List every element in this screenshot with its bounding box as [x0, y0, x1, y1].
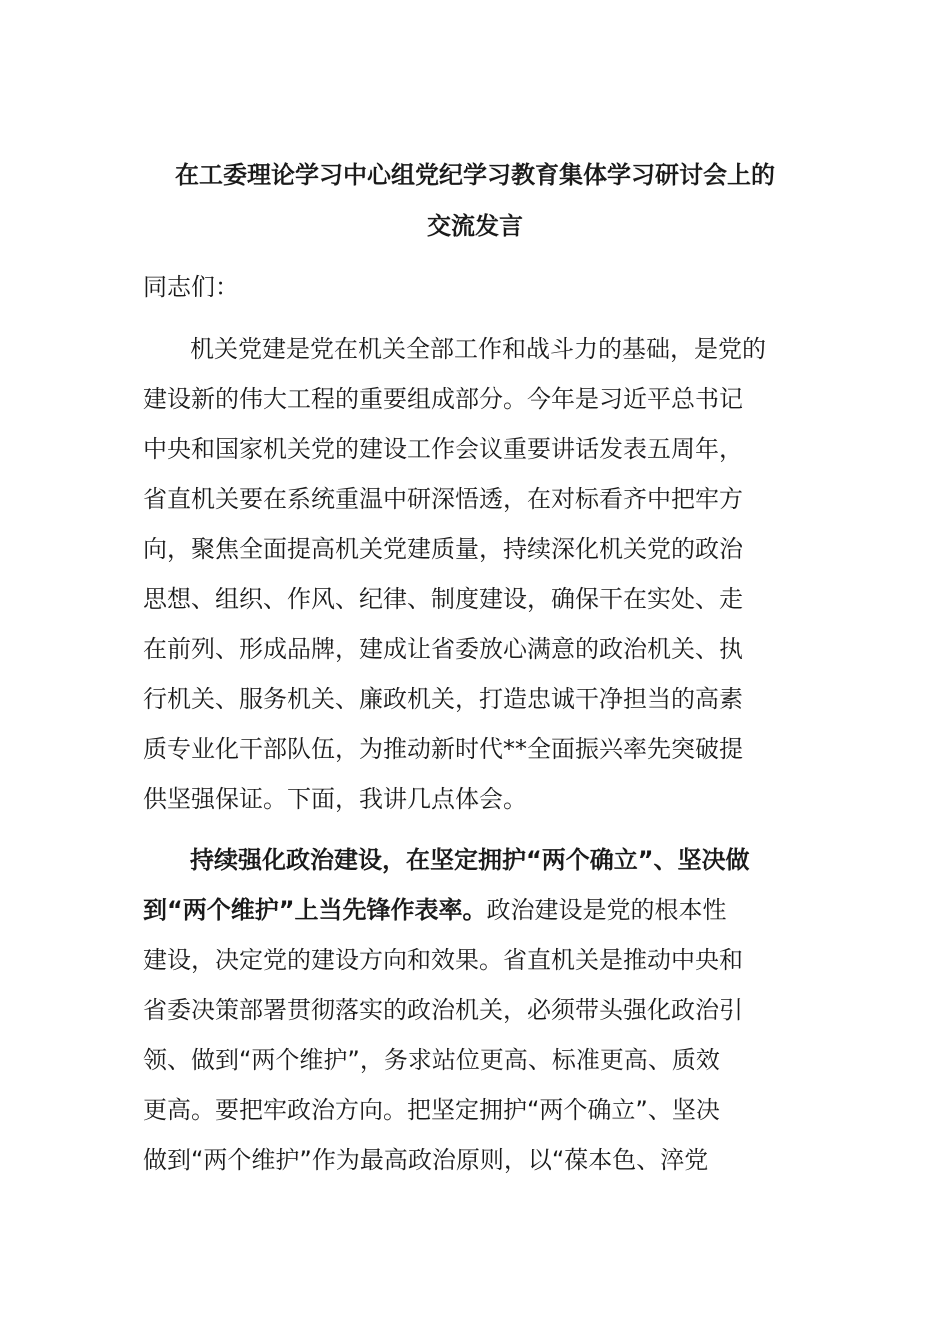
paragraph-1-line: 向，聚焦全面提高机关党建质量，持续深化机关党的政治 — [143, 535, 743, 563]
paragraph-1-line: 质专业化干部队伍，为推动新时代**全面振兴率先突破提 — [143, 735, 743, 763]
paragraph-1-line: 中央和国家机关党的建设工作会议重要讲话发表五周年， — [143, 435, 743, 463]
paragraph-1-line: 建设新的伟大工程的重要组成部分。今年是习近平总书记 — [143, 385, 743, 413]
salutation: 同志们： — [143, 273, 239, 301]
document-title-line-1: 在工委理论学习中心组党纪学习教育集体学习研讨会上的 — [175, 161, 775, 189]
paragraph-2-body-start: 政治建设是党的根本性 — [486, 896, 727, 924]
paragraph-2-line-2 — [143, 895, 727, 925]
paragraph-1-line: 思想、组织、作风、纪律、制度建设，确保干在实处、走 — [143, 585, 743, 613]
paragraph-1-line: 机关党建是党在机关全部工作和战斗力的基础，是党的 — [190, 335, 766, 363]
paragraph-1-line: 在前列、形成品牌，建成让省委放心满意的政治机关、执 — [143, 635, 743, 663]
paragraph-1-line: 供坚强保证。下面，我讲几点体会。 — [143, 785, 527, 813]
paragraph-2-line: 领、做到“两个维护”，务求站位更高、标准更高、质效 — [143, 1046, 720, 1074]
paragraph-1-line: 省直机关要在系统重温中研深悟透，在对标看齐中把牢方 — [143, 485, 743, 513]
paragraph-2-line: 建设，决定党的建设方向和效果。省直机关是推动中央和 — [143, 946, 743, 974]
paragraph-1-line: 行机关、服务机关、廉政机关，打造忠诚干净担当的高素 — [143, 685, 743, 713]
paragraph-2-line: 做到“两个维护”作为最高政治原则，以“葆本色、淬党 — [143, 1146, 709, 1174]
document-title-line-2: 交流发言 — [427, 212, 523, 240]
paragraph-2-heading-line-1: 持续强化政治建设，在坚定拥护“两个确立”、坚决做 — [190, 846, 750, 874]
paragraph-2-line: 省委决策部署贯彻落实的政治机关，必须带头强化政治引 — [143, 996, 743, 1024]
paragraph-2-line: 更高。要把牢政治方向。把坚定拥护“两个确立”、坚决 — [143, 1096, 720, 1124]
paragraph-2-heading-line-2: 到“两个维护”上当先锋作表率。 — [143, 896, 487, 924]
